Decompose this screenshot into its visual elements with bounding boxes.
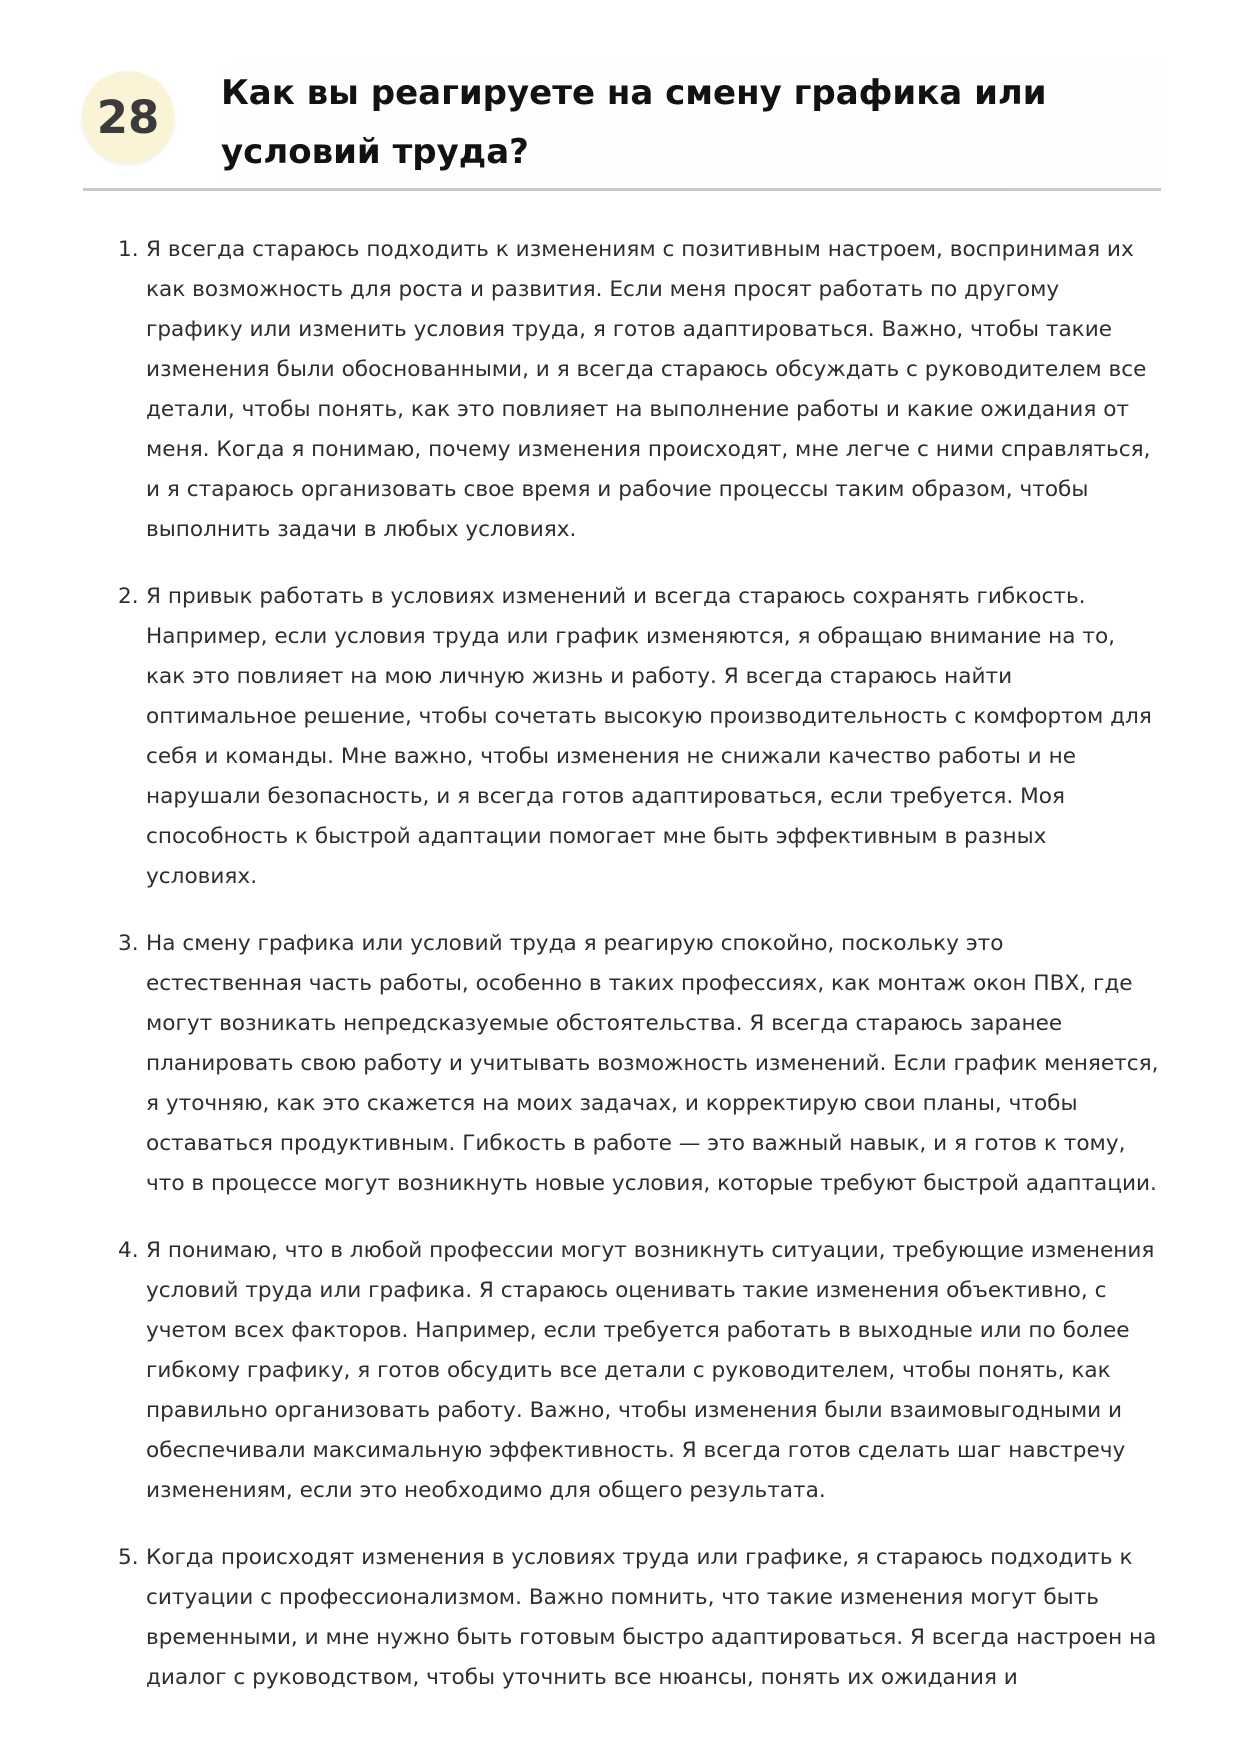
answer-text: Я всегда стараюсь подходить к изменениям с позитивным настроем, воспринимая их как возможность для роста и развития. Если меня просят работать по другому графику или изменить условия труда, я готов адаптироваться. Важно, чтобы такие изменения были обоснованными, и я всегда стараюсь обсуждать с руководителем все детали, чтобы понять, как это повлияет на выполнение работы и какие ожидания от меня. Когда я понимаю, почему изменения происходят, мне легче с ними справляться, и я стараюсь организовать свое время и рабочие процессы таким образом, чтобы выполнить задачи в любых условиях. xyxy=(146,237,1151,542)
answer-list xyxy=(0,230,1239,1725)
question-header xyxy=(83,62,1161,191)
answer-number: 2. xyxy=(118,584,139,609)
answer-item xyxy=(0,577,1161,897)
answer-number: 1. xyxy=(118,237,139,262)
answer-item xyxy=(0,230,1161,550)
answer-item xyxy=(0,924,1161,1204)
question-number-badge: 28 xyxy=(82,71,174,163)
answer-item xyxy=(0,1538,1161,1698)
question-title: Как вы реагируете на смену графика или условий труда? xyxy=(221,73,1047,172)
answer-number: 4. xyxy=(118,1238,139,1263)
answer-text: Я понимаю, что в любой профессии могут возникнуть ситуации, требующие изменения условий труда или графика. Я стараюсь оценивать такие изменения объективно, с учетом всех факторов. Например, если требуется работать в выходные или по более гибкому графику, я готов обсудить все детали с руководителем, чтобы понять, как правильно организовать работу. Важно, чтобы изменения были взаимовыгодными и обеспечивали максимальную эффективность. Я всегда готов сделать шаг навстречу изменениям, если это необходимо для общего результата. xyxy=(146,1238,1155,1503)
answer-text: Когда происходят изменения в условиях труда или графике, я стараюсь подходить к ситуации с профессионализмом. Важно помнить, что такие изменения могут быть временными, и мне нужно быть готовым быстро адаптироваться. Я всегда настроен на диалог с руководством, чтобы уточнить все нюансы, понять их ожидания и xyxy=(146,1545,1157,1690)
answer-item xyxy=(0,1231,1161,1511)
answer-number: 5. xyxy=(118,1545,139,1570)
answer-number: 3. xyxy=(118,931,139,956)
answer-text: На смену графика или условий труда я реагирую спокойно, поскольку это естественная часть работы, особенно в таких профессиях, как монтаж окон ПВХ, где могут возникать непредсказуемые обстоятельства. Я всегда стараюсь заранее планировать свою работу и учитывать возможность изменений. Если график меняется, я уточняю, как это скажется на моих задачах, и корректирую свои планы, чтобы оставаться продуктивным. Гибкость в работе — это важный навык, и я готов к тому, что в процессе могут возникнуть новые условия, которые требуют быстрой адаптации. xyxy=(146,931,1159,1196)
answer-text: Я привык работать в условиях изменений и всегда стараюсь сохранять гибкость. Например, если условия труда или график изменяются, я обращаю внимание на то, как это повлияет на мою личную жизнь и работу. Я всегда стараюсь найти оптимальное решение, чтобы сочетать высокую производительность с комфортом для себя и команды. Мне важно, чтобы изменения не снижали качество работы и не нарушали безопасность, и я всегда готов адаптироваться, если требуется. Моя способность к быстрой адаптации помогает мне быть эффективным в разных условиях. xyxy=(146,584,1152,889)
